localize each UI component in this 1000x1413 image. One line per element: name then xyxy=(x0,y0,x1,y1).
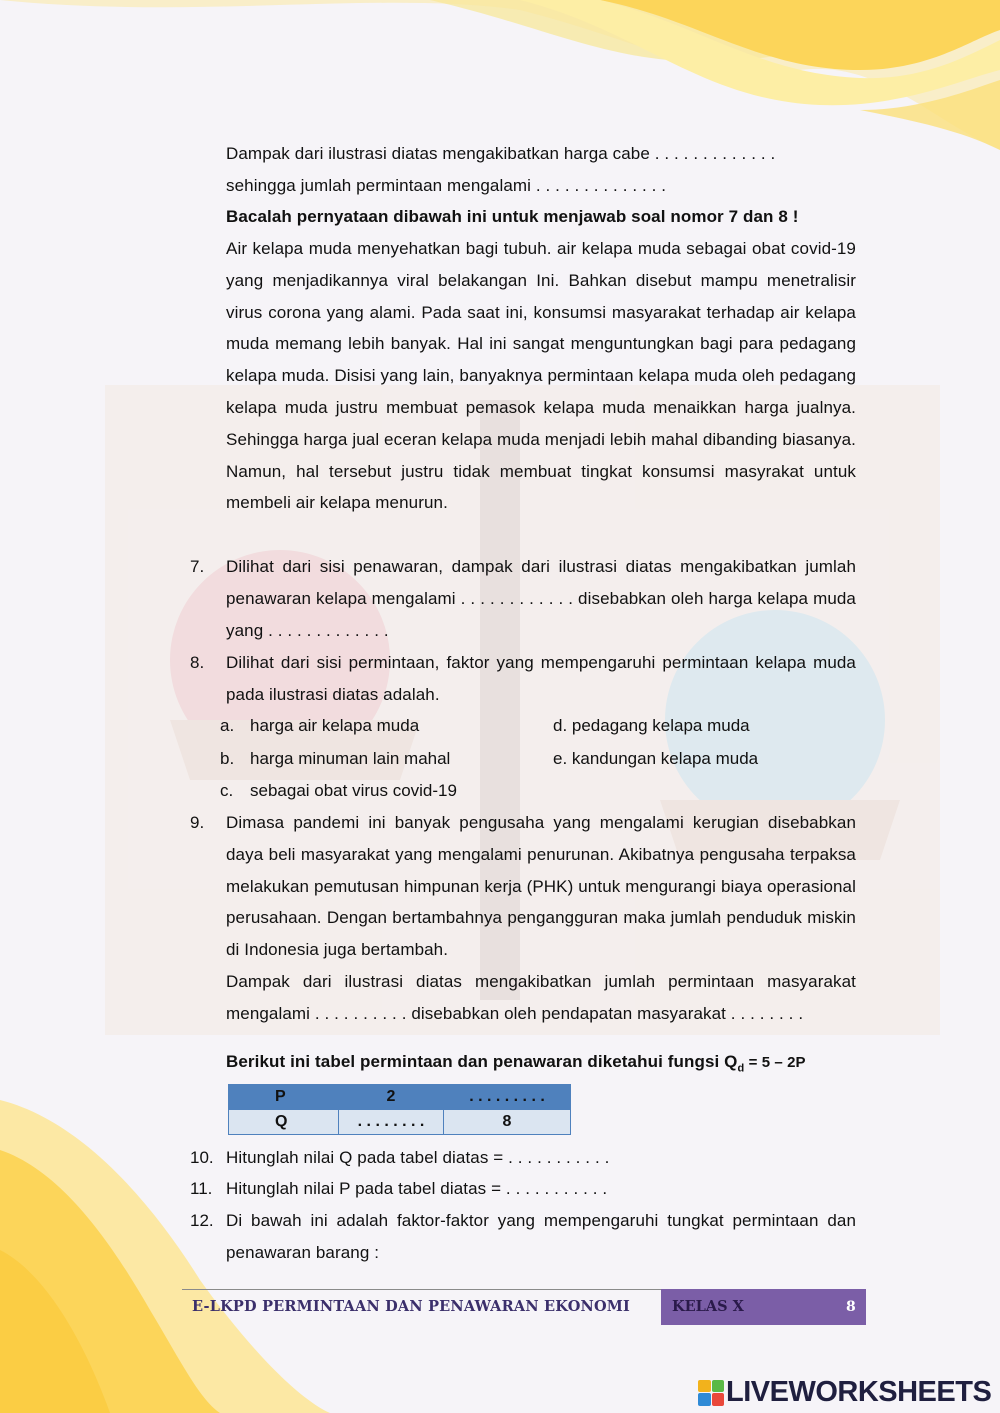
page-number: 8 xyxy=(846,1299,856,1315)
reading-passage: Air kelapa muda menyehatkan bagi tubuh. air kelapa muda sebagai obat covid-19 yang menjadikannya viral belakangan Ini. Bahkan disebut mampu menetralisir virus corona yang alami. Pada saat ini, konsumsi masyarakat terhadap air kelapa muda memang lebih banyak. Hal ini sangat menguntungkan bagi para pedagang kelapa muda. Disisi yang lain, banyaknya permintaan kelapa muda oleh pedagang kelapa muda justru membuat pemasok kelapa muda menaikkan harga jualnya. Sehingga harga jual eceran kelapa muda menjadi lebih mahal dibanding biasanya. Namun, hal tersebut justru tidak membuat tingkat konsumsi masyrakat untuk membeli air kelapa menurun. xyxy=(226,239,856,513)
option-text: harga air kelapa muda xyxy=(250,716,420,735)
demand-supply-table xyxy=(228,1084,571,1135)
option-text: d. pedagang kelapa muda xyxy=(553,716,750,735)
table-row xyxy=(229,1110,571,1135)
footer-divider xyxy=(182,1289,662,1290)
table-cell-blank[interactable]: . . . . . . . . xyxy=(339,1110,444,1135)
instruction-heading: Bacalah pernyataan dibawah ini untuk menjawab soal nomor 7 dan 8 ! xyxy=(226,207,799,226)
option-letter: a. xyxy=(220,716,235,735)
liveworksheets-brand[interactable] xyxy=(698,1376,991,1409)
question-9-number: 9. xyxy=(190,813,205,832)
option-c[interactable] xyxy=(220,775,457,807)
option-e[interactable] xyxy=(553,743,758,775)
option-letter: b. xyxy=(220,749,235,768)
intro-line-2: sehingga jumlah permintaan mengalami . . . . . . . . . . . . . . xyxy=(226,176,667,195)
question-12-text: Di bawah ini adalah faktor-faktor yang mempengaruhi tungkat permintaan dan penawaran barang : xyxy=(226,1211,856,1262)
question-8-number: 8. xyxy=(190,653,205,672)
table-intro-function: = 5 – 2P xyxy=(744,1054,806,1071)
option-a[interactable] xyxy=(220,710,419,742)
table-cell-blank[interactable]: . . . . . . . . . xyxy=(444,1085,571,1110)
question-10-text: Hitunglah nilai Q pada tabel diatas = . . . . . . . . . . . xyxy=(226,1148,610,1167)
footer-class-label: KELAS X xyxy=(672,1298,744,1315)
footer-title: E-LKPD PERMINTAAN DAN PENAWARAN EKONOMI xyxy=(192,1298,631,1315)
question-12-number: 12. xyxy=(190,1211,214,1230)
option-letter: c. xyxy=(220,781,234,800)
question-7-number: 7. xyxy=(190,557,205,576)
table-row xyxy=(229,1085,571,1110)
liveworksheets-logo-icon xyxy=(698,1380,724,1406)
table-cell: Q xyxy=(229,1110,339,1135)
brand-name: LIVEWORKSHEETS xyxy=(726,1376,992,1408)
question-11-number: 11. xyxy=(190,1179,213,1198)
question-10-number: 10. xyxy=(190,1148,214,1167)
table-cell: 8 xyxy=(444,1110,571,1135)
question-7-text: Dilihat dari sisi penawaran, dampak dari ilustrasi diatas mengakibatkan jumlah penawaran kelapa mengalami . . . . . . . . . . . . disebabkan oleh harga kelapa muda yang . . . . . . . . . . . . . xyxy=(226,557,856,640)
question-11-text: Hitunglah nilai P pada tabel diatas = . . . . . . . . . . . xyxy=(226,1179,608,1198)
table-intro xyxy=(226,1046,856,1085)
option-text: harga minuman lain mahal xyxy=(250,749,451,768)
question-9-prompt: Dampak dari ilustrasi diatas mengakibatkan jumlah permintaan masyarakat mengalami . . . . . . . . . . disebabkan oleh pendapatan masyarakat . . . . . . . . xyxy=(226,972,856,1023)
question-9-text: Dimasa pandemi ini banyak pengusaha yang mengalami kerugian disebabkan daya beli masyarakat yang mengalami penurunan. Akibatnya pengusaha terpaksa melakukan pemutusan himpunan kerja (PHK) untuk mengurangi biaya operasional perusahaan. Dengan bertambahnya pengangguran maka jumlah penduduk miskin di Indonesia juga bertambah. xyxy=(226,813,856,960)
table-cell: P xyxy=(229,1085,339,1110)
table-intro-subscript: d xyxy=(737,1062,745,1075)
question-8-text: Dilihat dari sisi permintaan, faktor yang mempengaruhi permintaan kelapa muda pada ilustrasi diatas adalah. xyxy=(226,653,856,704)
table-cell: 2 xyxy=(339,1085,444,1110)
option-b[interactable] xyxy=(220,743,450,775)
option-text: sebagai obat virus covid-19 xyxy=(250,781,457,800)
table-intro-text: Berikut ini tabel permintaan dan penawaran diketahui fungsi Q xyxy=(226,1052,738,1071)
option-text: e. kandungan kelapa muda xyxy=(553,749,759,768)
option-d[interactable] xyxy=(553,710,750,742)
intro-line-1: Dampak dari ilustrasi diatas mengakibatkan harga cabe . . . . . . . . . . . . . xyxy=(226,144,776,163)
